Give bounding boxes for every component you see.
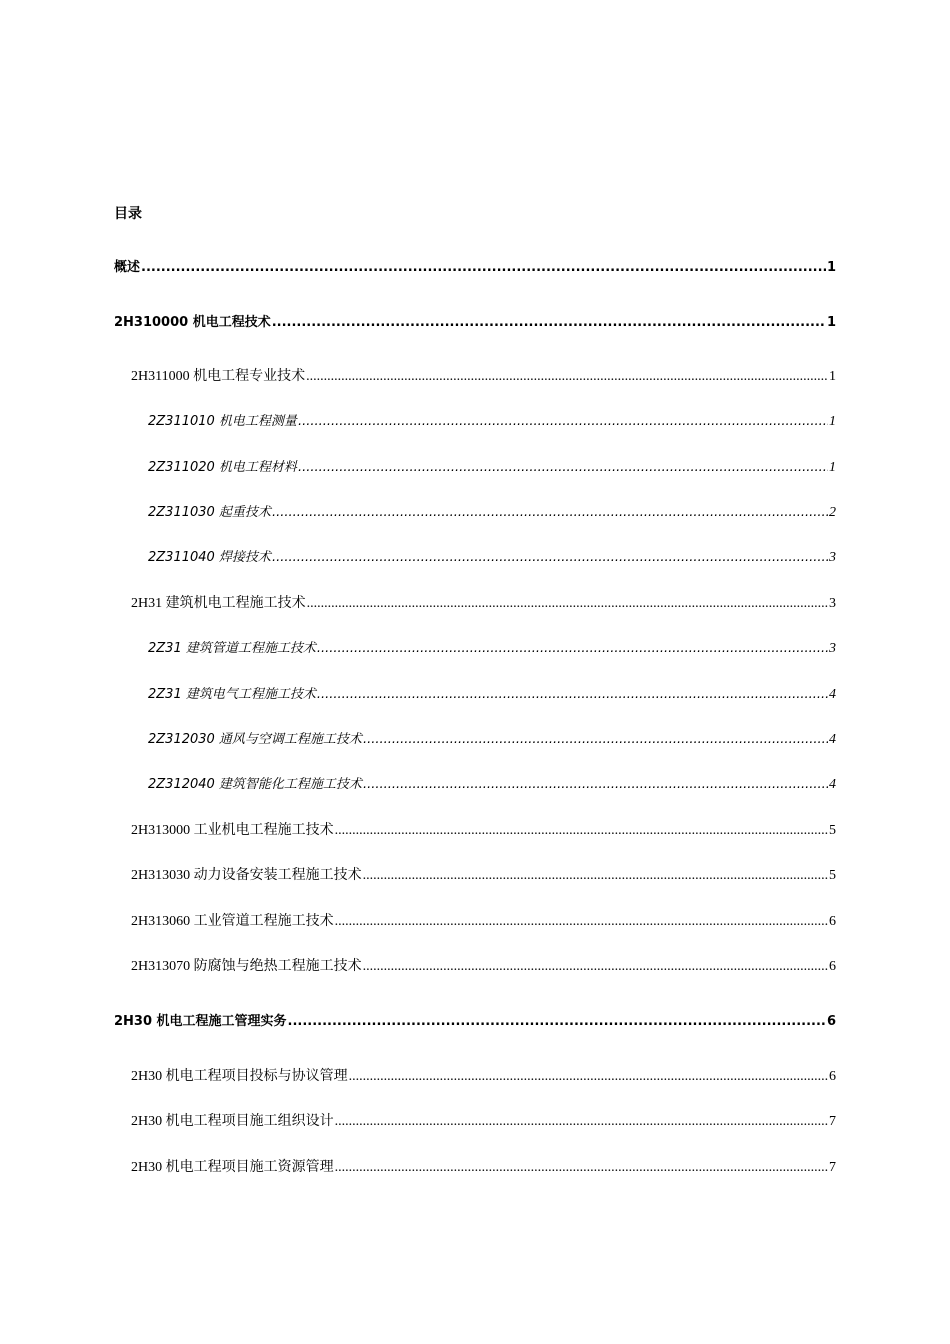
toc-entry-page: 1 xyxy=(826,315,836,330)
dot-leader xyxy=(363,730,828,750)
dot-leader xyxy=(288,1012,826,1032)
dot-leader xyxy=(335,821,828,841)
toc-heading: 目录 xyxy=(114,206,142,222)
toc-entry-page: 7 xyxy=(829,1160,836,1175)
dot-leader xyxy=(298,458,828,478)
dot-leader xyxy=(335,1158,828,1178)
dot-leader xyxy=(317,639,828,659)
dot-leader xyxy=(317,685,828,705)
dot-leader xyxy=(363,866,828,886)
dot-leader xyxy=(335,912,828,932)
toc-entry-label: 2H31 建筑机电工程施工技术 xyxy=(131,596,306,611)
toc-entry-page: 1 xyxy=(829,369,836,384)
toc-entry-label: 2H30 机电工程项目施工组织设计 xyxy=(131,1114,334,1129)
toc-entry-label: 2Z311040 焊接技术 xyxy=(148,550,271,565)
toc-entry[interactable] xyxy=(131,866,836,886)
toc-entry[interactable] xyxy=(148,503,836,523)
dot-leader xyxy=(335,1112,828,1132)
toc-entry-page: 6 xyxy=(829,914,836,929)
toc-entry[interactable] xyxy=(148,548,836,568)
toc-entry[interactable] xyxy=(148,775,836,795)
toc-entry-page: 6 xyxy=(826,1014,836,1029)
toc-entry-label: 概述 xyxy=(114,260,141,275)
toc-entry-label: 2Z312030 通风与空调工程施工技术 xyxy=(148,732,362,747)
toc-entry[interactable] xyxy=(131,1112,836,1132)
toc-entry-label: 2Z311010 机电工程测量 xyxy=(148,414,297,429)
toc-entry-label: 2H30 机电工程项目投标与协议管理 xyxy=(131,1069,348,1084)
toc-entry[interactable] xyxy=(148,458,836,478)
toc-entry-label: 2H30 机电工程施工管理实务 xyxy=(114,1014,287,1029)
toc-entry[interactable] xyxy=(114,313,836,333)
toc-entry-page: 4 xyxy=(829,777,836,792)
toc-entry-page: 1 xyxy=(829,414,836,429)
toc-entry-page: 1 xyxy=(826,260,836,275)
toc-entry[interactable] xyxy=(148,730,836,750)
toc-entry-page: 3 xyxy=(829,596,836,611)
toc-entry[interactable] xyxy=(131,1067,836,1087)
toc-entry-label: 2H313000 工业机电工程施工技术 xyxy=(131,823,334,838)
toc-entry-label: 2H313060 工业管道工程施工技术 xyxy=(131,914,334,929)
toc-entry-label: 2Z31 建筑电气工程施工技术 xyxy=(148,687,316,702)
toc-entry-page: 6 xyxy=(829,1069,836,1084)
toc-entry-label: 2H30 机电工程项目施工资源管理 xyxy=(131,1160,334,1175)
dot-leader xyxy=(307,594,828,614)
dot-leader xyxy=(349,1067,828,1087)
toc-entry[interactable] xyxy=(131,367,836,387)
toc-entry-page: 1 xyxy=(829,460,836,475)
toc-entry-page: 4 xyxy=(829,687,836,702)
dot-leader xyxy=(306,367,828,387)
toc-entry-label: 2H310000 机电工程技术 xyxy=(114,315,271,330)
toc-entry-label: 2Z312040 建筑智能化工程施工技术 xyxy=(148,777,362,792)
toc-entry-label: 2Z311020 机电工程材料 xyxy=(148,460,297,475)
toc-entry[interactable] xyxy=(114,258,836,278)
toc-entry[interactable] xyxy=(131,1158,836,1178)
dot-leader xyxy=(272,313,826,333)
toc-entry-label: 2Z311030 起重技术 xyxy=(148,505,271,520)
dot-leader xyxy=(363,957,828,977)
toc-entry-page: 4 xyxy=(829,732,836,747)
dot-leader xyxy=(272,548,828,568)
toc-entry-page: 3 xyxy=(829,550,836,565)
dot-leader xyxy=(272,503,828,523)
toc-entry[interactable] xyxy=(131,912,836,932)
toc-entry-label: 2H313070 防腐蚀与绝热工程施工技术 xyxy=(131,959,362,974)
toc-entry-label: 2H313030 动力设备安装工程施工技术 xyxy=(131,868,362,883)
toc-entry-page: 5 xyxy=(829,823,836,838)
dot-leader xyxy=(141,258,826,278)
toc-entry[interactable] xyxy=(114,1012,836,1032)
toc-entry[interactable] xyxy=(148,412,836,432)
toc-entry[interactable] xyxy=(131,957,836,977)
toc-entry-page: 6 xyxy=(829,959,836,974)
toc-entry-label: 2H311000 机电工程专业技术 xyxy=(131,369,306,384)
toc-entry[interactable] xyxy=(131,821,836,841)
dot-leader xyxy=(363,775,828,795)
toc-entry-page: 3 xyxy=(829,641,836,656)
toc-entry[interactable] xyxy=(148,685,836,705)
toc-entry[interactable] xyxy=(148,639,836,659)
toc-entry-page: 2 xyxy=(829,505,836,520)
dot-leader xyxy=(298,412,828,432)
toc-entry[interactable] xyxy=(131,594,836,614)
toc-entry-page: 7 xyxy=(829,1114,836,1129)
toc-entry-page: 5 xyxy=(829,868,836,883)
toc-entry-label: 2Z31 建筑管道工程施工技术 xyxy=(148,641,316,656)
